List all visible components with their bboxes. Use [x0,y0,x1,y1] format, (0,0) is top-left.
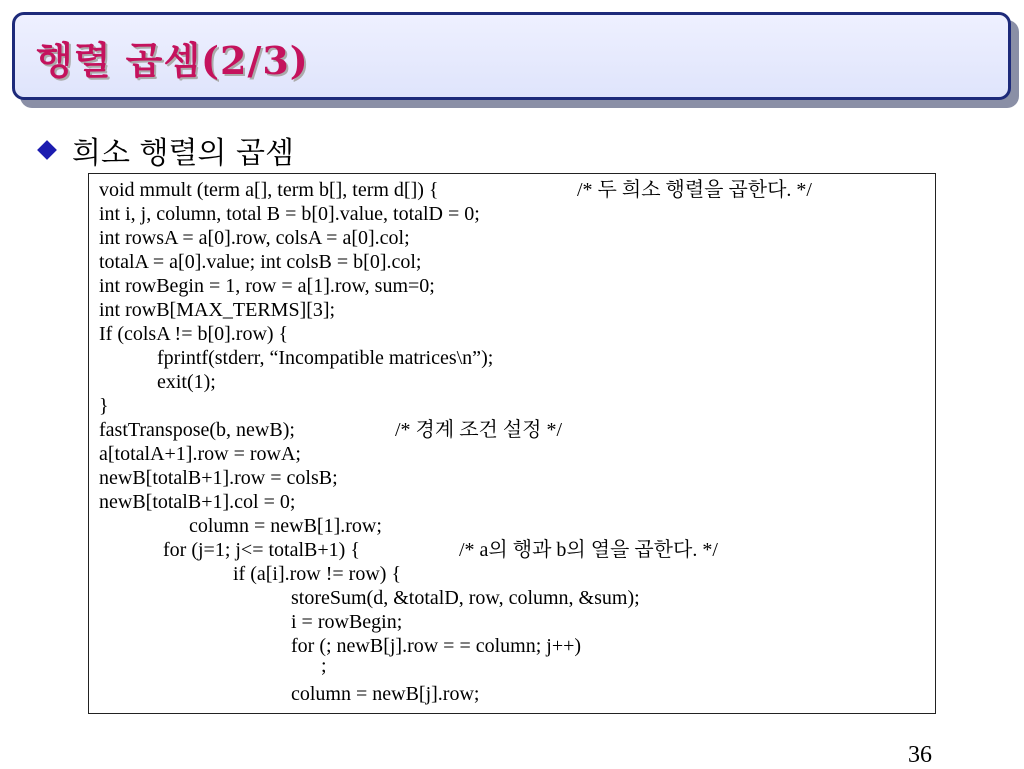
code-line: fastTranspose(b, newB); [99,419,295,441]
code-line: if (a[i].row != row) { [233,563,402,585]
code-line: If (colsA != b[0].row) { [99,323,289,345]
page-number: 36 [908,742,932,768]
code-line: storeSum(d, &totalD, row, column, &sum); [291,587,640,609]
code-line: int i, j, column, total B = b[0].value, totalD = 0; [99,203,480,225]
code-line: i = rowBegin; [291,611,403,633]
code-line: } [99,395,109,417]
code-line: int rowsA = a[0].row, colsA = a[0].col; [99,227,410,249]
code-line: newB[totalB+1].row = colsB; [99,467,338,489]
code-comment: /* 두 희소 행렬을 곱한다. */ [577,179,812,201]
code-line: int rowB[MAX_TERMS][3]; [99,299,336,321]
code-line: column = newB[j].row; [291,683,480,705]
code-line: for (; newB[j].row = = column; j++) [291,635,582,657]
code-box [88,173,936,714]
bullet-item [36,130,294,170]
code-line: fprintf(stderr, “Incompatible matrices\n”); [157,347,494,369]
code-line: int rowBegin = 1, row = a[1].row, sum=0; [99,275,435,297]
bullet-text: 희소 행렬의 곱셈 [72,136,294,171]
code-line: for (j=1; j<= totalB+1) { [163,539,360,561]
code-line: newB[totalB+1].col = 0; [99,491,296,513]
code-line: void mmult (term a[], term b[], term d[]) { [99,179,439,201]
slide-title: 행렬 곱셈(2/3) [36,38,309,83]
diamond-bullet-icon [37,140,57,160]
code-line: exit(1); [157,371,216,393]
code-comment: /* a의 행과 b의 열을 곱한다. */ [459,539,718,561]
code-line: column = newB[1].row; [189,515,382,537]
code-line: totalA = a[0].value; int colsB = b[0].col; [99,251,422,273]
code-line: ; [321,655,327,677]
code-comment: /* 경계 조건 설정 */ [395,419,563,441]
code-line: a[totalA+1].row = rowA; [99,443,301,465]
